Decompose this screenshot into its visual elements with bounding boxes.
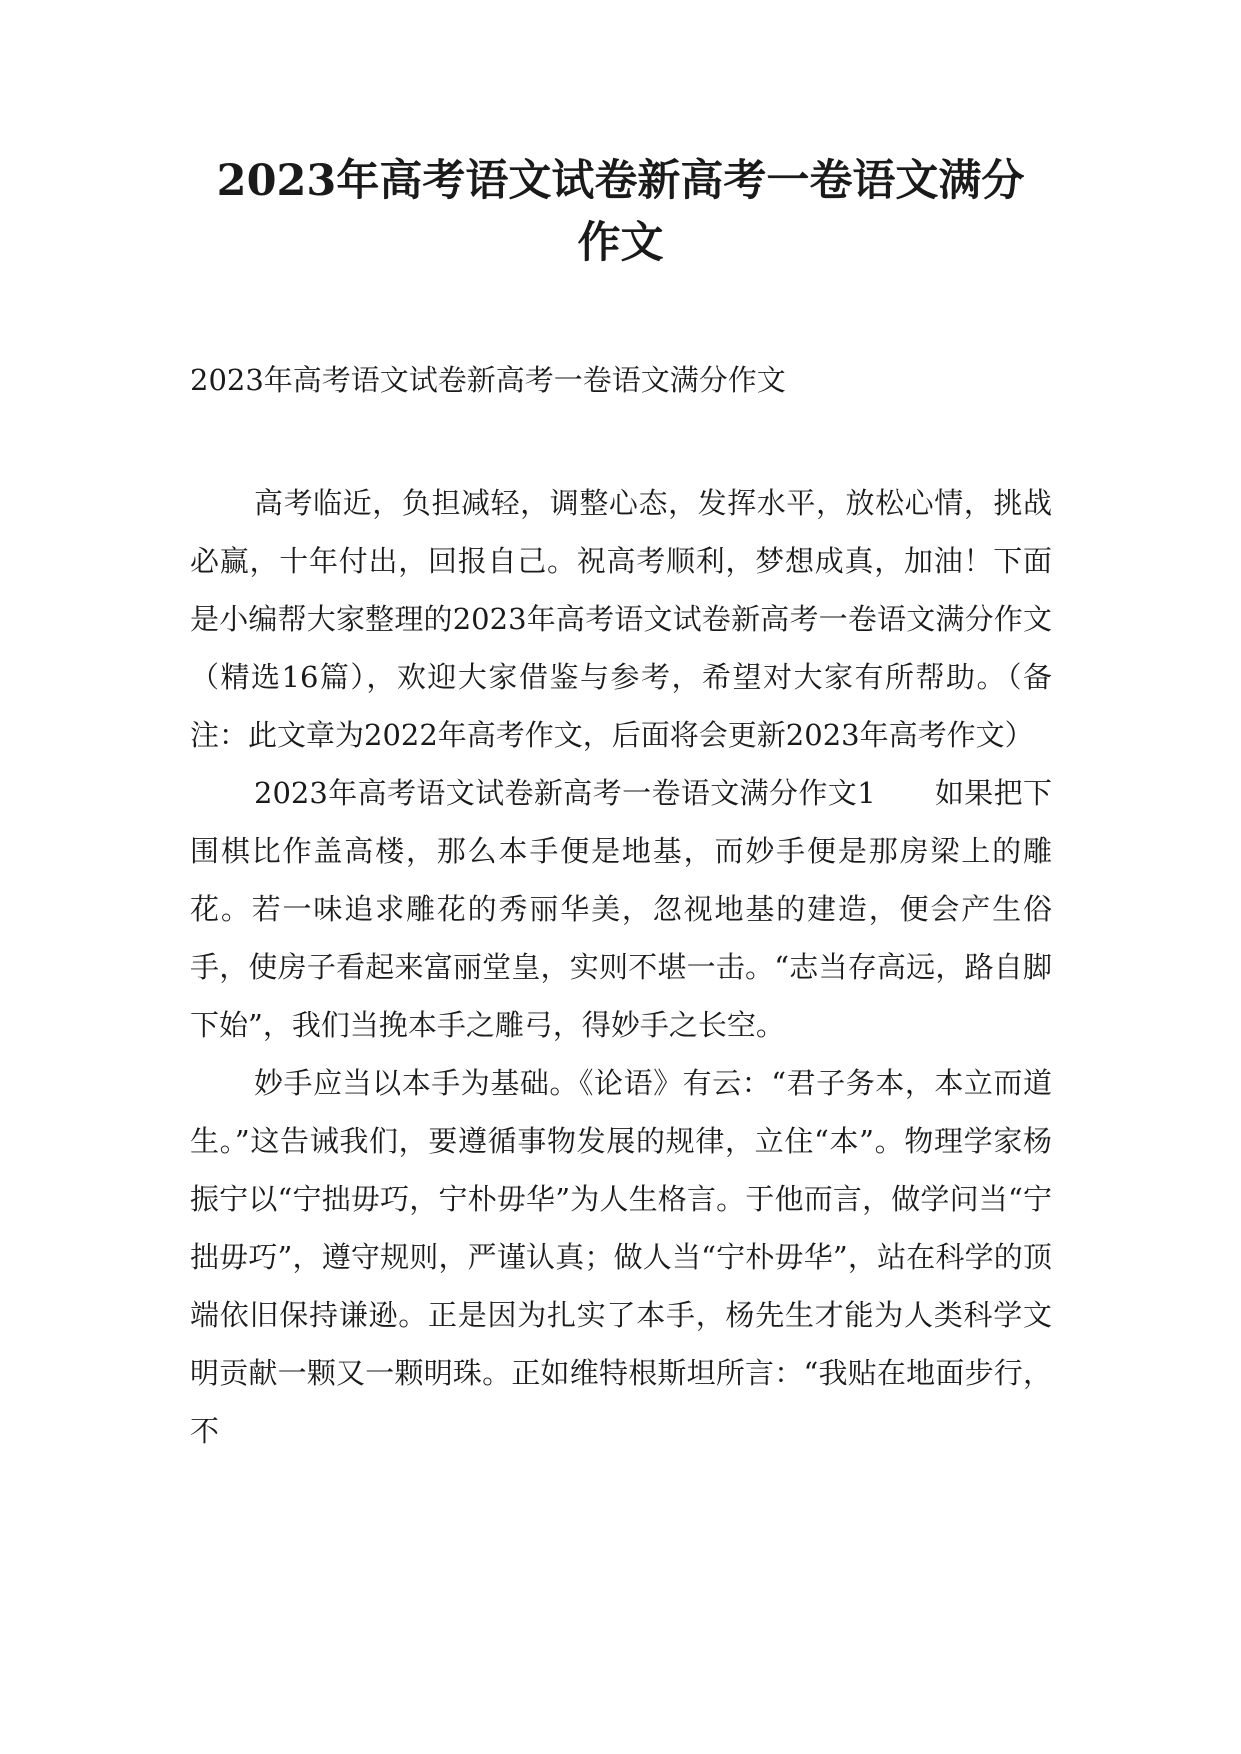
paragraph-essay-1-body: 妙手应当以本手为基础。《论语》有云：“君子务本，本立而道生。”这告诫我们，要遵循事物发展的规律，立住“本”。物理学家杨振宁以“宁拙毋巧，宁朴毋华”为人生格言。于他而言，做学问当“宁拙毋巧”，遵守规则，严谨认真；做人当“宁朴毋华”，站在科学的顶端依旧保持谦逊。正是因为扎实了本手，杨先生才能为人类科学文明贡献一颗又一颗明珠。正如维特根斯坦所言：“我贴在地面步行，不 bbox=[190, 1066, 1052, 1448]
document-title bbox=[150, 150, 1091, 274]
document-body bbox=[190, 474, 1052, 1460]
paragraph-intro: 高考临近，负担减轻，调整心态，发挥水平，放松心情，挑战必赢，十年付出，回报自己。祝高考顺利，梦想成真，加油！下面是小编帮大家整理的2023年高考语文试卷新高考一卷语文满分作文（精选16篇），欢迎大家借鉴与参考，希望对大家有所帮助。（备注：此文章为2022年高考作文，后面将会更新2023年高考作文） bbox=[190, 486, 1052, 752]
title-line-1: 2023年高考语文试卷新高考一卷语文满分 bbox=[216, 156, 1025, 206]
paragraph-essay-1-opening: 2023年高考语文试卷新高考一卷语文满分作文1 如果把下围棋比作盖高楼，那么本手便是地基，而妙手便是那房梁上的雕花。若一味追求雕花的秀丽华美，忽视地基的建造，便会产生俗手，使房子看起来富丽堂皇，实则不堪一击。“志当存高远，路自脚下始”，我们当挽本手之雕弓，得妙手之长空。 bbox=[190, 776, 1052, 1042]
title-line-2: 作文 bbox=[577, 218, 664, 268]
document-subtitle: 2023年高考语文试卷新高考一卷语文满分作文 bbox=[190, 363, 786, 397]
